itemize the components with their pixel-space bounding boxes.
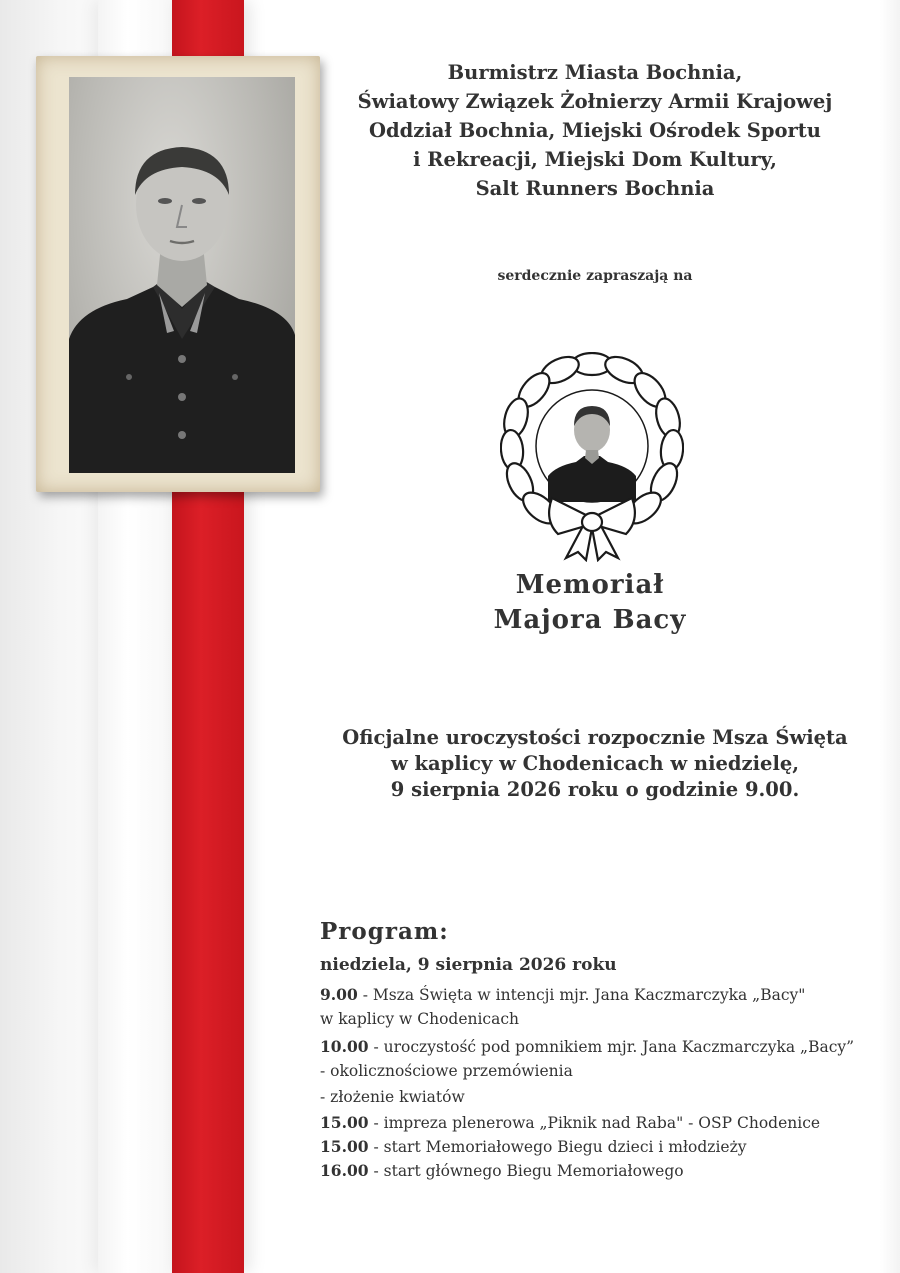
organizer-line: Światowy Związek Żołnierzy Armii Krajowej	[357, 90, 833, 113]
program-item	[320, 1059, 890, 1083]
official-line: Oficjalne uroczystości rozpocznie Msza Święta	[342, 726, 848, 749]
official-line: 9 sierpnia 2026 roku o godzinie 9.00.	[390, 778, 800, 801]
organizers-block	[310, 58, 880, 203]
program-section	[320, 918, 890, 1183]
program-item-text: - start głównego Biegu Memoriałowego	[368, 1162, 684, 1180]
memorial-title	[430, 568, 750, 638]
program-item-text: - start Memoriałowego Biegu dzieci i młodzieży	[368, 1138, 747, 1156]
program-item	[320, 1035, 890, 1059]
program-item-text: - okolicznościowe przemówienia	[320, 1062, 573, 1080]
program-item	[320, 1111, 890, 1135]
program-item	[320, 1085, 890, 1109]
organizer-line: Burmistrz Miasta Bochnia,	[447, 61, 743, 84]
portrait-image	[69, 77, 295, 473]
organizer-line: Salt Runners Bochnia	[475, 177, 715, 200]
memorial-title-line2: Majora Bacy	[493, 605, 687, 635]
organizer-line: Oddział Bochnia, Miejski Ośrodek Sportu	[369, 119, 821, 142]
program-heading: Program:	[320, 918, 449, 945]
official-ceremony-text	[310, 725, 880, 803]
program-date: niedziela, 9 sierpnia 2026 roku	[320, 955, 617, 975]
program-item-text: - złożenie kwiatów	[320, 1088, 465, 1106]
official-line: w kaplicy w Chodenicach w niedzielę,	[390, 752, 800, 775]
vintage-portrait-photo	[36, 56, 320, 492]
organizer-line: i Rekreacji, Miejski Dom Kultury,	[413, 148, 777, 171]
wreath-icon	[500, 352, 684, 562]
program-item	[320, 983, 890, 1007]
program-item-text: - Msza Święta w intencji mjr. Jana Kaczmarczyka „Bacy"	[357, 986, 806, 1004]
program-item-time: 15.00	[320, 1113, 369, 1132]
portrait-figure	[69, 77, 295, 473]
program-item	[320, 1135, 890, 1159]
program-item-text: - uroczystość pod pomnikiem mjr. Jana Kaczmarczyka „Bacy”	[368, 1038, 855, 1056]
program-item	[320, 1007, 890, 1031]
invitation-text: serdecznie zapraszają na	[497, 268, 693, 284]
program-item-time: 9.00	[320, 985, 358, 1004]
program-item-time: 10.00	[320, 1037, 369, 1056]
program-item-text: w kaplicy w Chodenicach	[320, 1010, 520, 1028]
program-item	[320, 1159, 890, 1183]
wreath-logo	[500, 352, 684, 562]
program-item-time: 16.00	[320, 1161, 369, 1180]
program-item-text: - impreza plenerowa „Piknik nad Raba" - OSP Chodenice	[368, 1114, 821, 1132]
program-item-time: 15.00	[320, 1137, 369, 1156]
memorial-title-line1: Memoriał	[515, 570, 665, 600]
